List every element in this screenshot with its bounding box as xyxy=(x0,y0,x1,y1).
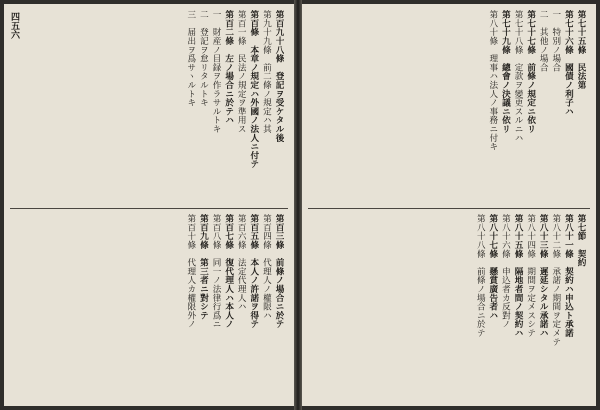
text-column: 第八十條 理事ハ法人ノ事務ニ付キ xyxy=(487,10,498,151)
text-column: 第百條 本章ノ規定ハ外國ノ法人ニ付テ xyxy=(248,10,259,169)
text-column: 第百十條 代理人カ權限外ノ xyxy=(185,214,196,329)
column-divider xyxy=(308,208,590,209)
text-column: 第八十二條 承諾ノ期間ヲ定メテ xyxy=(550,214,561,346)
text-column: 第百三條 前條ノ場合ニ於テ xyxy=(274,214,284,329)
text-column: 第百五條 本人ノ許諾ヲ得テ xyxy=(248,214,259,329)
right-bottom-text-block xyxy=(314,214,586,400)
text-column: 第七十九條 總會ノ決議ニ依リ xyxy=(500,10,511,134)
text-column: 第八十七條 懸賞廣告者ハ xyxy=(487,214,498,320)
text-column: 第八十五條 隔地者間ノ契約ハ xyxy=(513,214,524,338)
text-column: 第八十四條 期間ヲ定メスシテ xyxy=(525,214,536,338)
left-bottom-text-block xyxy=(14,214,284,400)
left-top-text-block xyxy=(14,10,284,206)
text-column: 二 登記ヲ怠リタルトキ xyxy=(198,10,209,107)
right-page xyxy=(302,4,596,406)
text-column: 第百四條 代理人ノ權限ハ xyxy=(261,214,272,320)
section-title: 第七節 契約 xyxy=(576,214,586,267)
text-column: 第九十九條 前二條ノ規定ハ其 xyxy=(261,10,272,134)
column-divider xyxy=(10,208,288,209)
text-column: 第百九條 第三者ニ對シテ xyxy=(198,214,209,320)
text-column: 第七十五條 民法第 xyxy=(576,10,586,90)
text-column: 一 財産ノ目録ヲ作ラサルトキ xyxy=(211,10,222,134)
text-column: 第七十八條 定款ヲ變更スルニハ xyxy=(513,10,524,142)
text-column: 第八十八條 前條ノ場合ニ於テ xyxy=(475,214,486,338)
text-column: 三 届出ヲ爲サヽルトキ xyxy=(185,10,196,107)
text-column: 第百一條 民法ノ規定ヲ準用ス xyxy=(236,10,247,134)
right-top-text-block xyxy=(314,10,586,206)
text-column: 第八十一條 契約ハ申込ト承諾 xyxy=(563,214,574,338)
text-column: 第百六條 法定代理人ハ xyxy=(236,214,247,311)
page-number: 四五六 xyxy=(9,12,19,39)
text-column: 第七十六條 國債ノ利子ハ xyxy=(563,10,574,116)
text-column: 第百七條 復代理人ハ本人ノ xyxy=(223,214,234,329)
text-column: 第百二條 左ノ場合ニ於テハ xyxy=(223,10,234,125)
text-column: 第百九十八條 登記ヲ受ケタル後 xyxy=(274,10,284,142)
text-column: 第八十六條 申込者カ反對ノ xyxy=(500,214,511,329)
text-column: 二 其他ノ場合 xyxy=(538,10,549,72)
book-gutter xyxy=(294,0,302,410)
text-column: 第百八條 同一ノ法律行爲ニ xyxy=(211,214,222,329)
text-column: 第八十三條 遲延シタル承諾ハ xyxy=(538,214,549,338)
text-column: 一 特別ノ場合 xyxy=(550,10,561,72)
left-page xyxy=(4,4,294,406)
text-column: 第七十七條 前條ノ規定ニ依リ xyxy=(525,10,536,134)
